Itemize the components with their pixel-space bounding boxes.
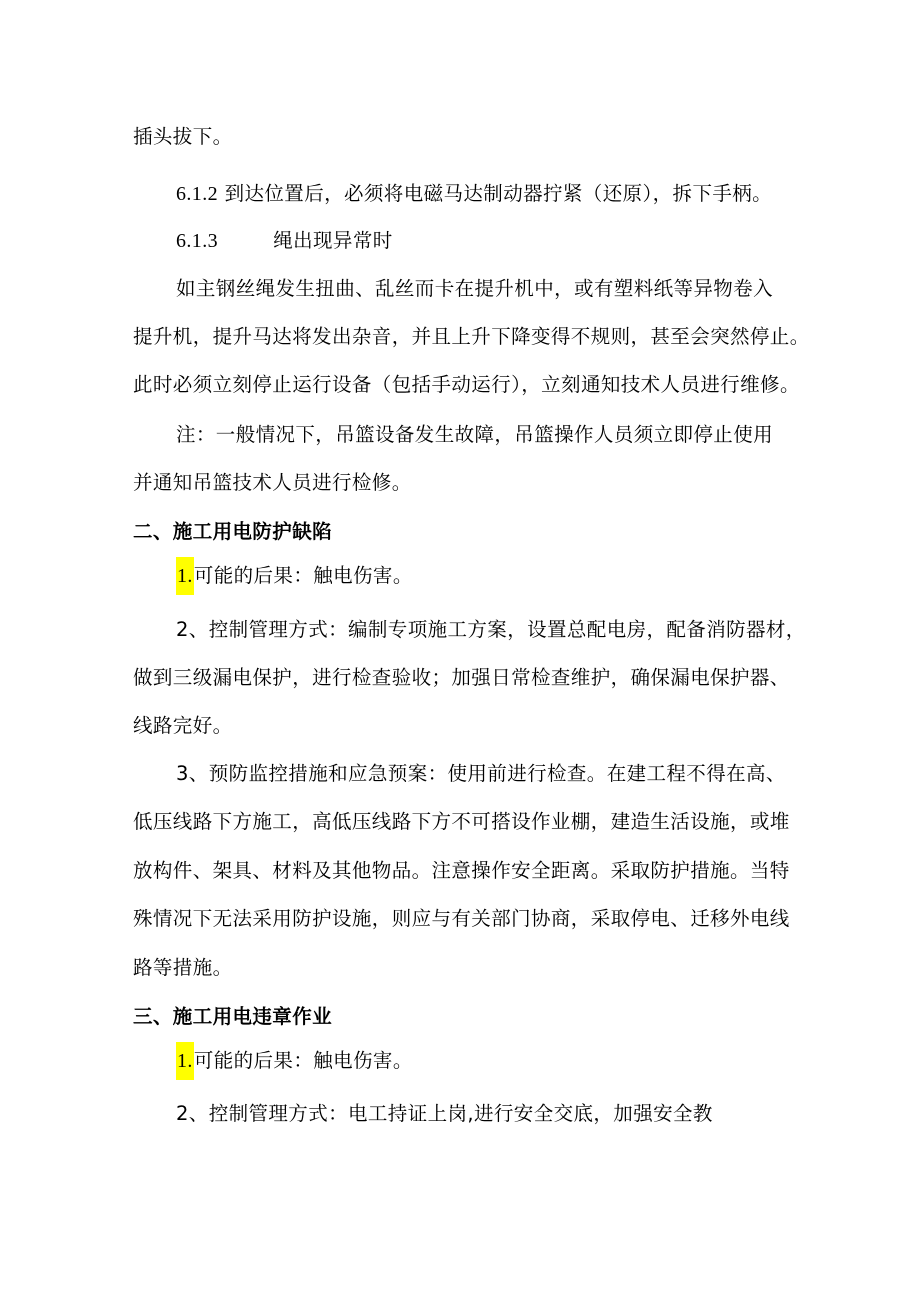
clause-text: 到达位置后，必须将电磁马达制动器拧紧（还原），拆下手柄。	[224, 182, 773, 205]
section-heading: 三、施工用电违章作业	[133, 1005, 333, 1028]
clause-number: 6.1.2	[176, 183, 218, 205]
list-item-text: 可能的后果：触电伤害。	[193, 1049, 413, 1072]
paragraph-line: 路等措施。	[133, 956, 233, 979]
paragraph-line: 做到三级漏电保护，进行检查验收；加强日常检查维护，确保漏电保护器、	[133, 666, 790, 689]
list-item	[176, 1042, 413, 1080]
paragraph-line: 放构件、架具、材料及其他物品。注意操作安全距离。采取防护措施。当特	[133, 859, 790, 882]
section-heading: 二、施工用电防护缺陷	[133, 520, 333, 543]
clause-number: 6.1.3	[176, 230, 218, 252]
clause-text: 绳出现异常时	[273, 229, 393, 252]
clause-6-1-2	[176, 182, 772, 206]
note-line: 并通知吊篮技术人员进行检修。	[133, 471, 412, 494]
list-item	[176, 557, 413, 595]
paragraph-line: 3、预防监控措施和应急预案：使用前进行检查。在建工程不得在高、	[176, 762, 786, 785]
paragraph-line: 2、控制管理方式：编制专项施工方案，设置总配电房，配备消防器材，	[176, 618, 806, 641]
clause-6-1-3	[176, 229, 393, 253]
paragraph-line: 插头拔下。	[133, 125, 233, 148]
paragraph-line: 提升机，提升马达将发出杂音，并且上升下降变得不规则，甚至会突然停止。	[133, 325, 810, 348]
highlighted-number: 1.	[176, 557, 194, 595]
paragraph-line: 2、控制管理方式：电工持证上岗,进行安全交底，加强安全教	[176, 1102, 713, 1125]
paragraph-line: 线路完好。	[133, 714, 233, 737]
paragraph-line: 如主钢丝绳发生扭曲、乱丝而卡在提升机中，或有塑料纸等异物卷入	[176, 277, 774, 300]
paragraph-line: 殊情况下无法采用防护设施，则应与有关部门协商，采取停电、迁移外电线	[133, 907, 790, 930]
highlighted-number: 1.	[176, 1042, 194, 1080]
note-line: 注：一般情况下，吊篮设备发生故障，吊篮操作人员须立即停止使用	[176, 423, 774, 446]
paragraph-line: 此时必须立刻停止运行设备（包括手动运行），立刻通知技术人员进行维修。	[133, 373, 800, 396]
paragraph-line: 低压线路下方施工，高低压线路下方不可搭设作业棚，建造生活设施，或堆	[133, 810, 790, 833]
list-item-text: 可能的后果：触电伤害。	[193, 564, 413, 587]
